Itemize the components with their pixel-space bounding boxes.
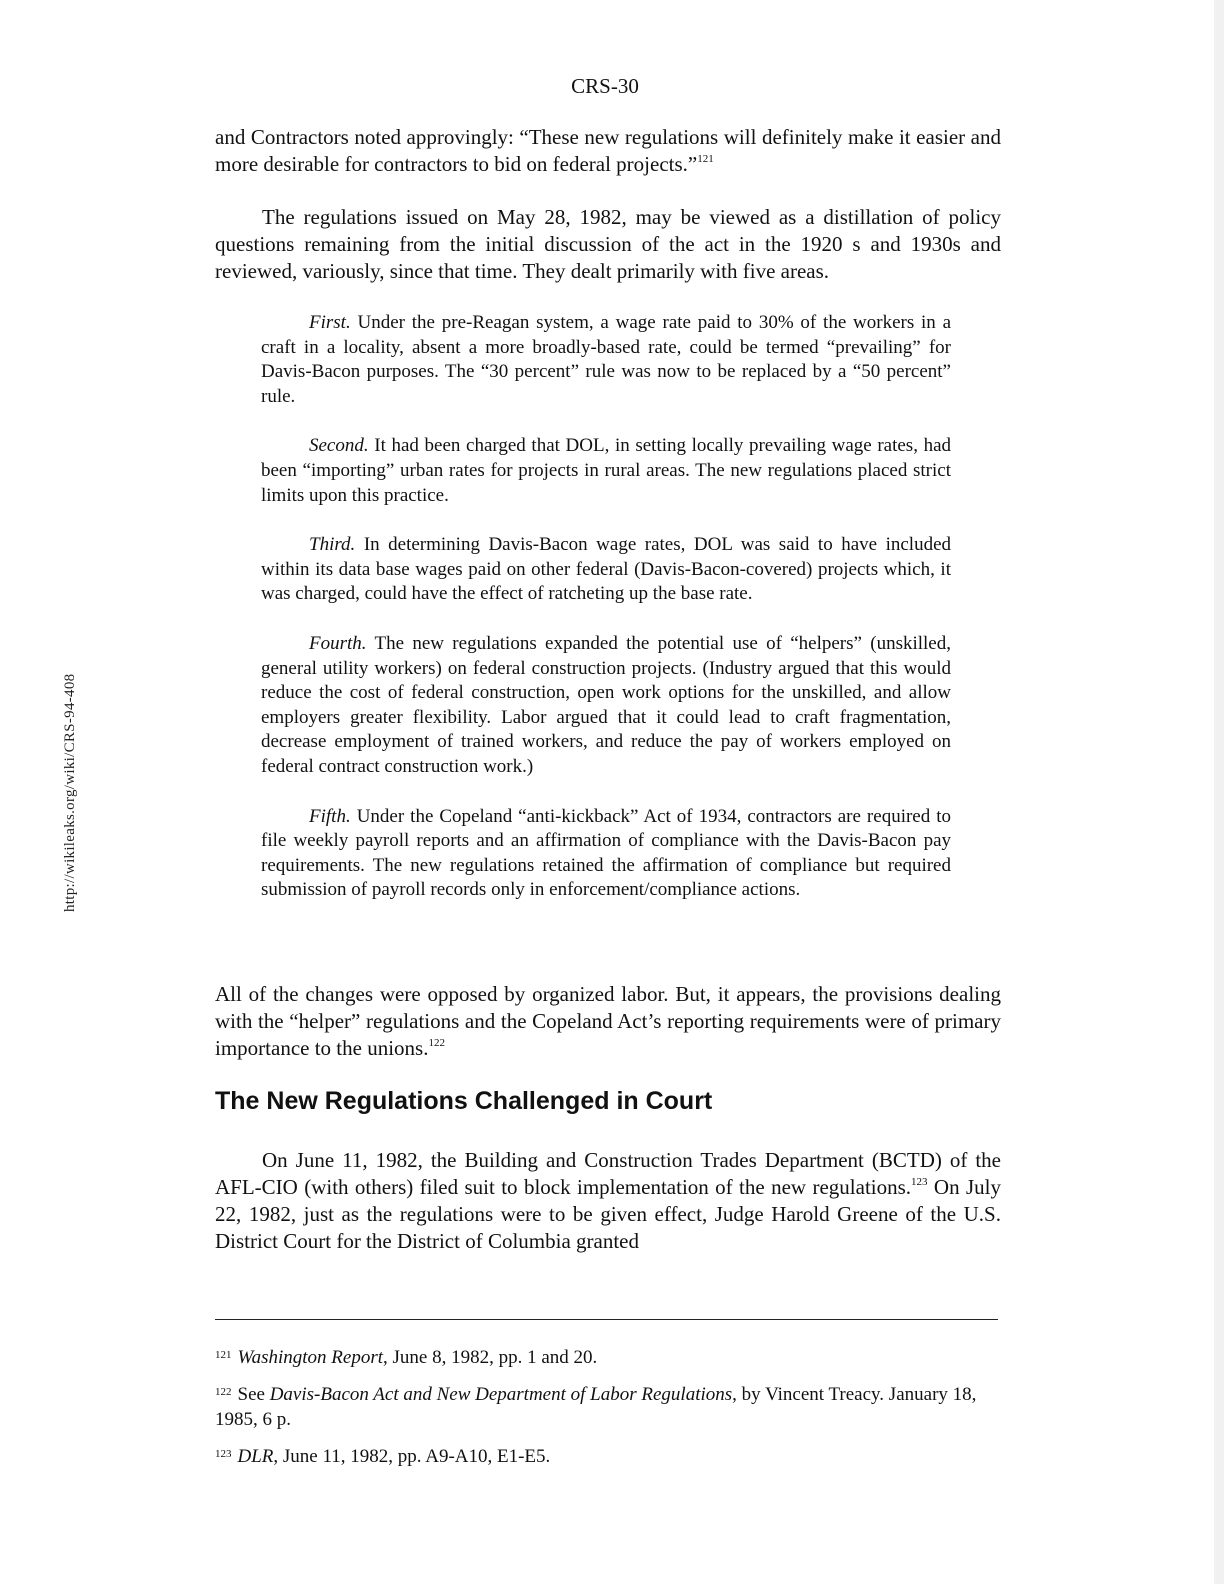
regulations-paragraph: The regulations issued on May 28, 1982, may be viewed as a distillation of policy questions remaining from the initial discussion of the act in the 1920 s and 1930s and reviewed, variously, since that time. They dealt primarily with five areas. [215, 205, 1001, 283]
page-number: CRS-30 [571, 74, 639, 98]
footnote-divider [215, 1319, 998, 1320]
five-areas-list [261, 311, 951, 903]
footnote-title: Davis-Bacon Act and New Department of Labor Regulations [269, 1384, 733, 1405]
footnote-prefix: See [237, 1384, 270, 1405]
footnote-number: 122 [215, 1386, 232, 1398]
area-lead: Third. [309, 534, 356, 556]
footnote-ref-123[interactable]: 123 [911, 1176, 928, 1188]
footnote-121 [215, 1345, 1001, 1370]
area-text: The new regulations expanded the potential use of “helpers” (unskilled, general utility workers) on federal construction projects. (Industry argued that this would reduce the cost of federal construction, open work options for the unskilled, and allow employers greater flexibility. Labor argued that it could lead to craft fragmentation, decrease employment of trained workers, and reduce the pay of workers employed on federal contract construction work.) [261, 632, 951, 777]
area-lead: First. [309, 312, 351, 333]
opposition-text: All of the changes were opposed by organized labor. But, it appears, the provisions dealing with the “helper” regulations and the Copeland Act’s reporting requirements were of primary importance to the unions. [215, 982, 1001, 1060]
area-text: It had been charged that DOL, in setting locally prevailing wage rates, had been “importing” urban rates for projects in rural areas. The new regulations placed strict limits upon this practice. [261, 435, 951, 506]
section-heading: The New Regulations Challenged in Court [215, 1087, 713, 1115]
intro-paragraph [215, 124, 1001, 178]
area-lead: Second. [309, 435, 369, 457]
footnote-title: Washington Report [237, 1347, 383, 1368]
court-paragraph [215, 1147, 1001, 1255]
area-text: Under the Copeland “anti-kickback” Act of 1934, contractors are required to file weekly payroll reports and an affirmation of compliance with the Davis-Bacon pay requirements. The new regulations retained the affirmation of compliance but required submission of payroll records only in enforcement/compliance actions. [261, 805, 952, 901]
area-lead: Fifth. [309, 805, 351, 827]
footnote-ref-121[interactable]: 121 [697, 153, 714, 165]
footnotes [215, 1345, 1001, 1481]
intro-text: and Contractors noted approvingly: “These new regulations will definitely make it easier and more desirable for contractors to bid on federal projects.” [215, 125, 1001, 176]
area-item-fifth [261, 805, 951, 903]
footnote-122 [215, 1382, 1001, 1432]
court-text-part2: On July 22, 1982, just as the regulations were to be given effect, Judge Harold Greene of the U.S. District Court for the District of Columbia granted [215, 1175, 1001, 1253]
area-text: Under the pre-Reagan system, a wage rate paid to 30% of the workers in a craft in a locality, absent a more broadly-based rate, could be termed “prevailing” for Davis-Bacon purposes. The “30 percent” rule was now to be replaced by a “50 percent” rule. [261, 312, 952, 407]
area-text: In determining Davis-Bacon wage rates, DOL was said to have included within its data base wages paid on other federal (Davis-Bacon-covered) projects which, it was charged, could have the effect of ratcheting up the base rate. [261, 534, 951, 605]
area-item-third [261, 533, 951, 607]
margin-url: http://wikileaks.org/wiki/CRS-94-408 [62, 673, 78, 912]
footnote-ref-122[interactable]: 122 [428, 1037, 445, 1049]
area-lead: Fourth. [309, 632, 367, 654]
footnote-123 [215, 1444, 1001, 1469]
page-edge [1214, 0, 1224, 1584]
area-item-first [261, 311, 951, 409]
footnote-text: , June 11, 1982, pp. A9-A10, E1-E5. [273, 1446, 551, 1467]
footnote-text: , June 8, 1982, pp. 1 and 20. [383, 1347, 598, 1368]
opposition-paragraph [215, 981, 1001, 1062]
footnote-number: 121 [215, 1349, 232, 1361]
court-text-part1: On June 11, 1982, the Building and Construction Trades Department (BCTD) of the AFL-CIO (with others) filed suit to block implementation of the new regulations. [215, 1148, 1001, 1199]
footnote-number: 123 [215, 1448, 232, 1460]
area-item-second [261, 434, 951, 508]
footnote-title: DLR [237, 1446, 274, 1467]
footnote-text: , by Vincent Treacy. January 18, 1985, 6 p. [215, 1384, 977, 1430]
area-item-fourth [261, 632, 951, 780]
